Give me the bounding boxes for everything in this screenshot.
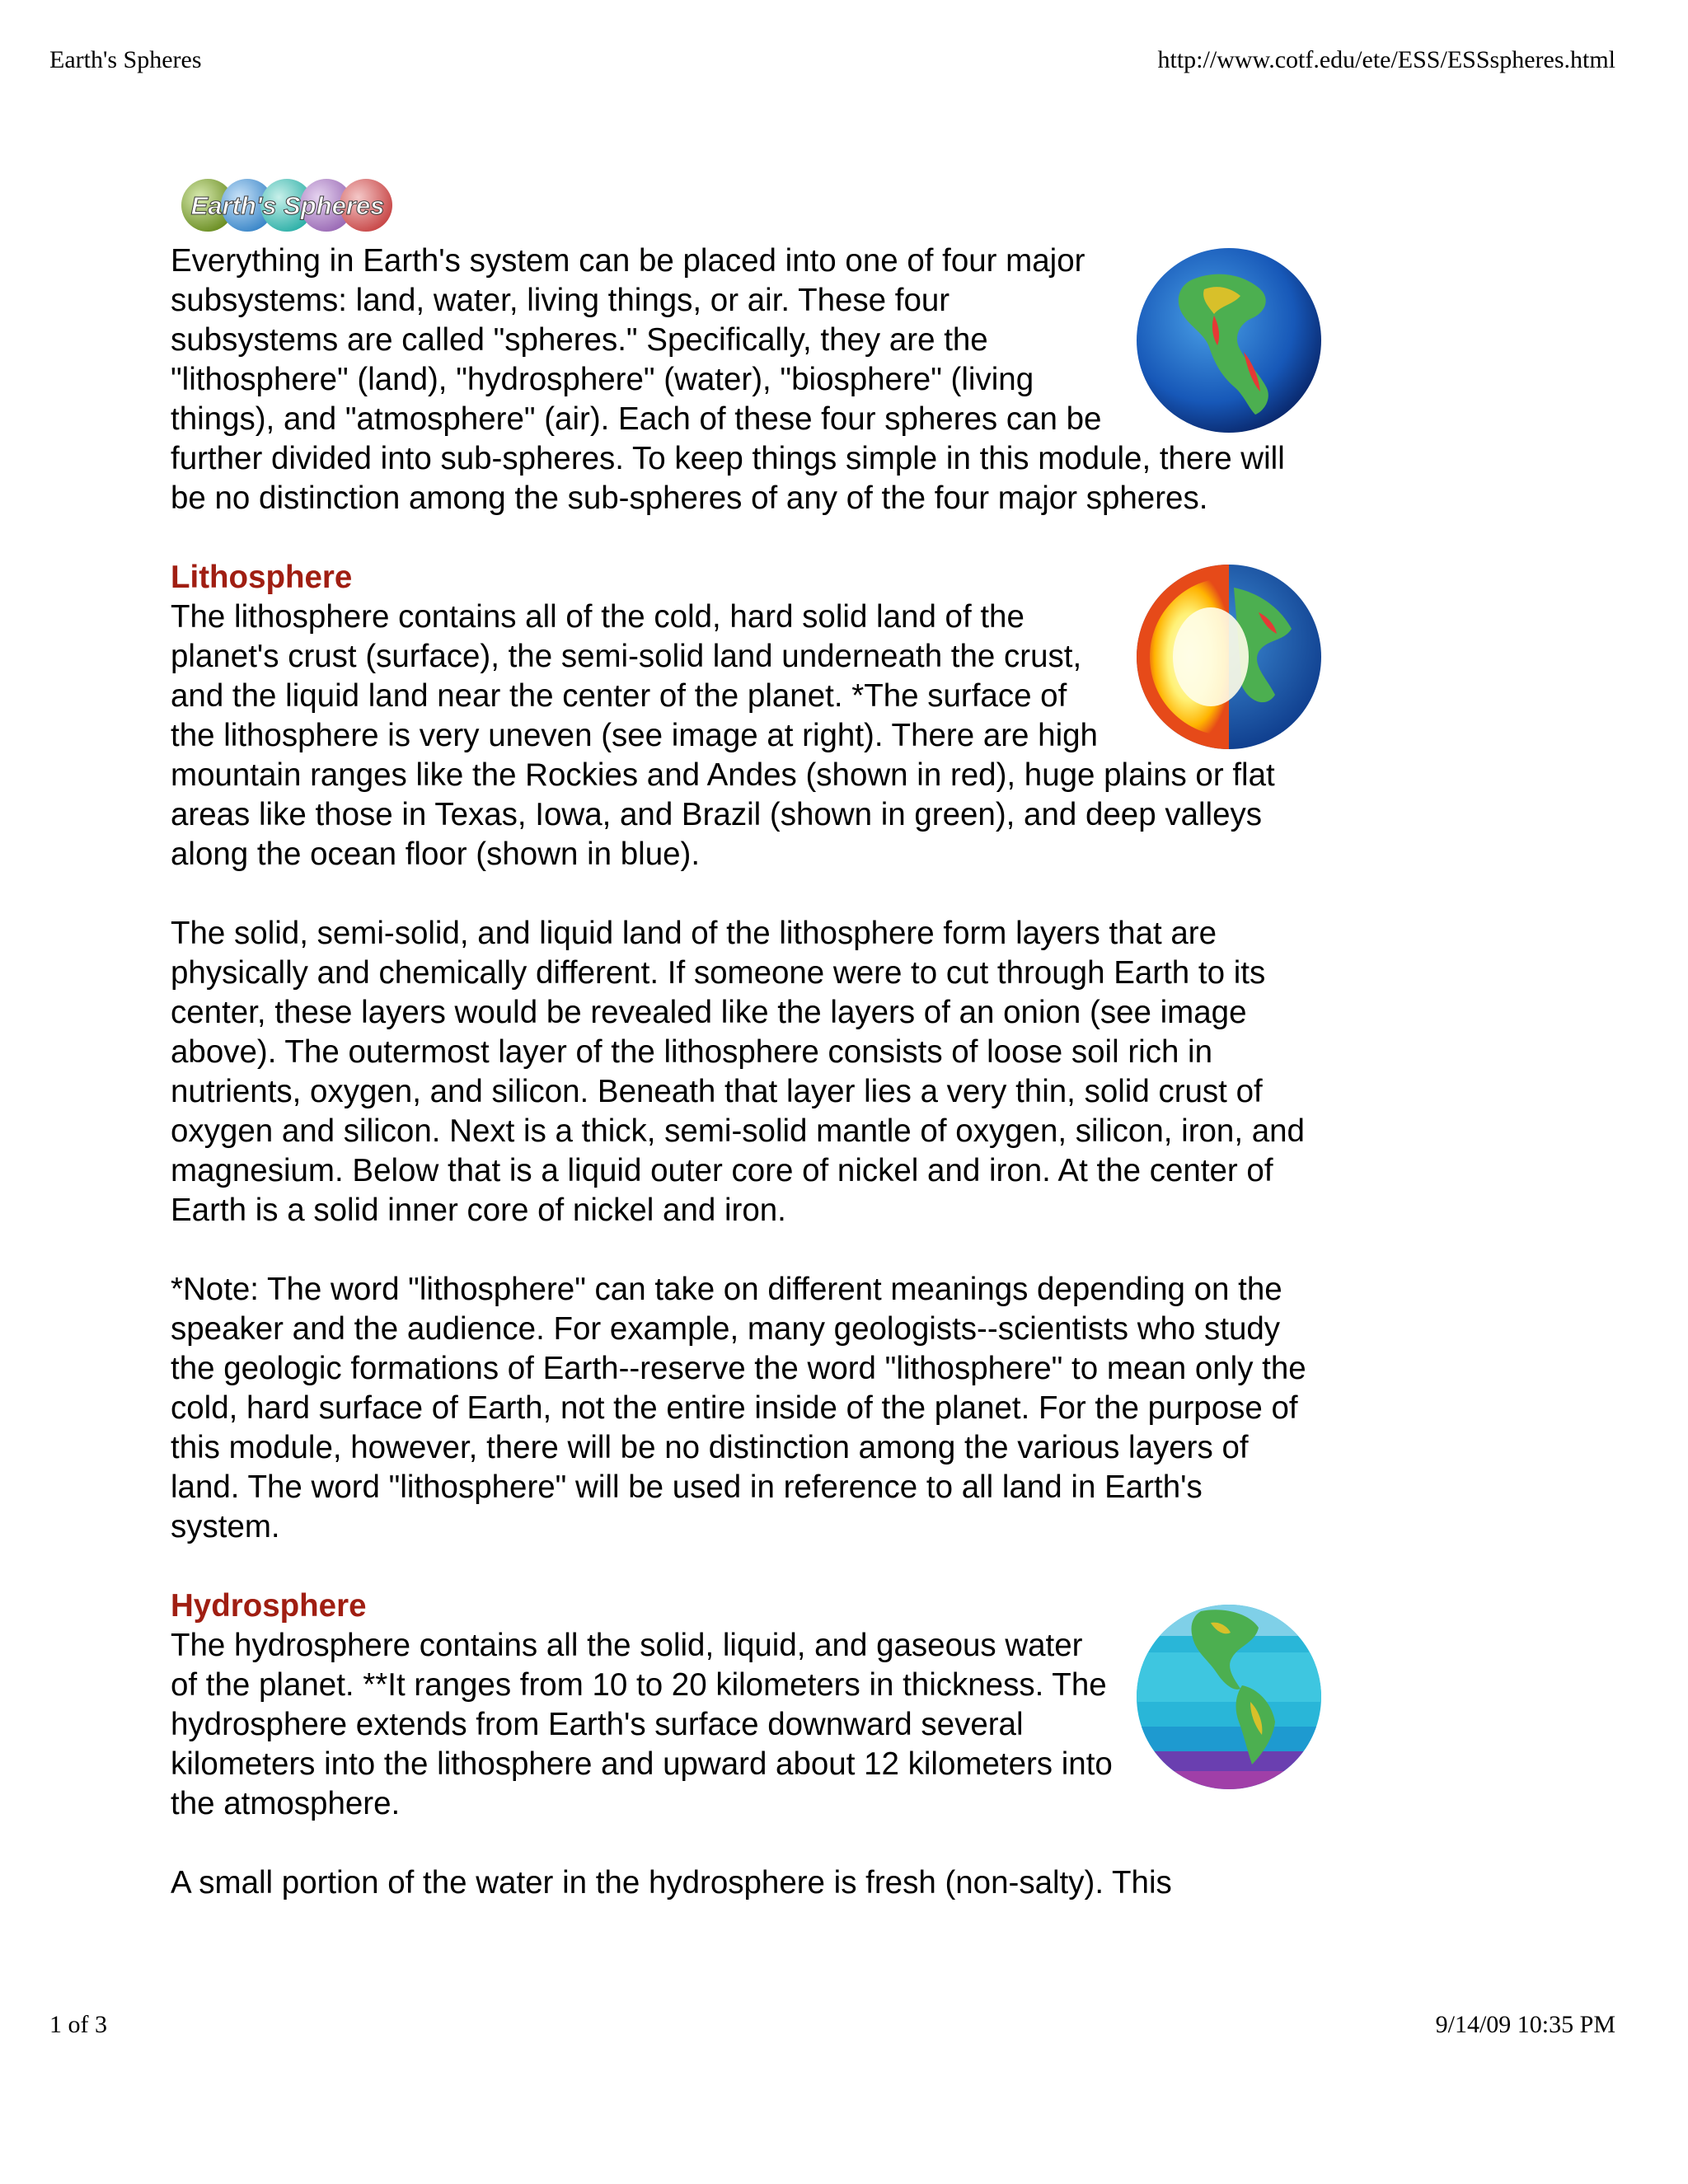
lithosphere-paragraph-1: The lithosphere contains all of the cold, hard solid land of the planet's crust (surface), the semi-solid land underneath the crust, and the liquid land near the center of the planet. *The surface of the lithosphere is very uneven (see image at right). There are high mountain ranges like the Rockies and Andes (shown in red), huge plains or flat areas like those in Texas, Iowa, and Brazil (shown in green), and deep valleys along the ocean floor (shown in blue). xyxy=(171,599,1275,872)
print-header-title: Earth's Spheres xyxy=(49,46,202,73)
lithosphere-note-paragraph: *Note: The word "lithosphere" can take on different meanings depending on the speaker and the audience. For example, many geologists--scientists who study the geologic formations of Earth--reserve the word "lithosphere" to mean only the cold, hard surface of Earth, not the entire inside of the planet. For the purpose of this module, however, there will be no distinction among the various layers of land. The word "lithosphere" will be used in reference to all land in Earth's system. xyxy=(171,1272,1306,1544)
intro-paragraph: Everything in Earth's system can be placed into one of four major subsystems: land, water, living things, or air. These four subsystems are called "spheres." Specifically, they are the "lithosphere" (land), "hydrosphere" (water), "biosphere" (living things), and "atmosphere" (air). Each of these four spheres can be further divided into sub-spheres. To keep things simple in this module, there will be no distinction among the sub-spheres of any of the four major spheres. xyxy=(171,243,1285,516)
globe-topography-image xyxy=(1135,246,1323,434)
logo-text: Earth's Spheres xyxy=(190,191,385,220)
article-body xyxy=(171,176,1308,1903)
print-footer-datetime: 9/14/09 10:35 PM xyxy=(1435,2011,1615,2038)
earth-cutaway-image xyxy=(1135,563,1323,751)
hydrosphere-paragraph-1: The hydrosphere contains all the solid, liquid, and gaseous water of the planet. **It ranges from 10 to 20 kilometers in thickness. The hydrosphere extends from Earth's surface downward several kilometers into the lithosphere and upward about 12 kilometers into the atmosphere. xyxy=(171,1628,1113,1821)
hydrosphere-paragraph-2: A small portion of the water in the hydrosphere is fresh (non-salty). This xyxy=(171,1865,1172,1900)
lithosphere-heading: Lithosphere xyxy=(171,560,353,595)
print-header-url: http://www.cotf.edu/ete/ESS/ESSspheres.html xyxy=(1157,46,1615,73)
print-footer-page: 1 of 3 xyxy=(49,2011,107,2038)
hydrosphere-heading: Hydrosphere xyxy=(171,1588,367,1624)
lithosphere-paragraph-2: The solid, semi-solid, and liquid land of the lithosphere form layers that are physically and chemically different. If someone were to cut through Earth to its center, these layers would be revealed like the layers of an onion (see image above). The outermost layer of the lithosphere consists of loose soil rich in nutrients, oxygen, and silicon. Beneath that layer lies a very thin, solid crust of oxygen and silicon. Next is a thick, semi-solid mantle of oxygen, silicon, iron, and magnesium. Below that is a liquid outer core of nickel and iron. At the center of Earth is a solid inner core of nickel and iron. xyxy=(171,916,1305,1228)
globe-water-image xyxy=(1135,1603,1323,1791)
